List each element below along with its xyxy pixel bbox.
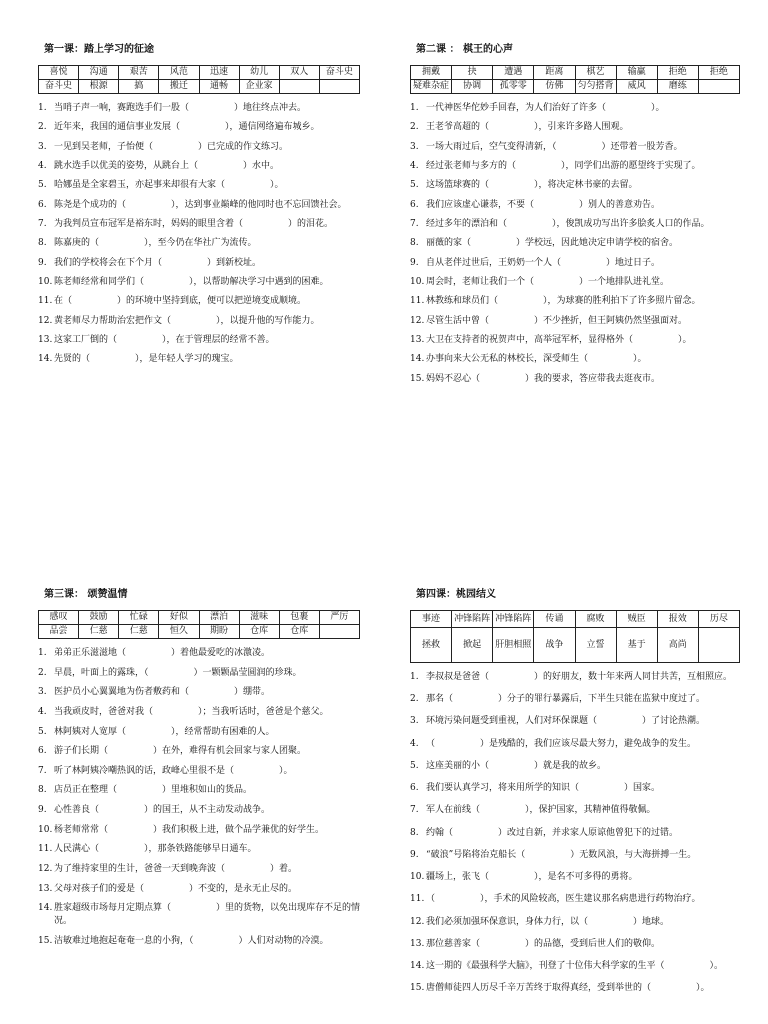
- question-item: 6. 我们应该虚心谦恭，不要（ ）别人的善意劝告。: [410, 199, 661, 210]
- question-item: 15. 唐僧师徒四人历尽千辛万苦终于取得真经，受到举世的（ ）。: [410, 983, 710, 994]
- lesson-1-word-table: [38, 65, 360, 94]
- question-item: 2. 王老爷高超的（ ），引来许多路人围观。: [410, 122, 629, 133]
- question-item: 3. 一见到吴老师，子怡便（ ）已完成的作文练习。: [38, 141, 289, 152]
- lesson-3-question-list: [38, 647, 360, 948]
- question-item: 9. 自从老伴过世后，王奶奶一个人（ ）地过日子。: [410, 257, 661, 268]
- question-item: 9. 我们的学校将会在下个月（ ）到新校址。: [38, 257, 262, 268]
- word-row: [411, 611, 740, 628]
- question-item: 10. 周会时，老师让我们一个（ ）一个地排队进礼堂。: [410, 277, 670, 288]
- lesson-2-question-list: [410, 102, 740, 386]
- question-item: 8. 丽薇的家（ ）学校远，因此她决定申请学校的宿舍。: [410, 238, 679, 249]
- word-cell: 腐败: [575, 611, 616, 628]
- question-item: 1. 李叔叔是爸爸（ ）的好朋友，数十年来两人同甘共苦，互相照应。: [410, 672, 733, 682]
- question-item: 10. 疆场上，张飞（ ），是名不可多得的勇将。: [410, 872, 638, 883]
- word-cell: 沟通: [79, 66, 119, 80]
- word-cell: 幼儿: [239, 66, 279, 80]
- word-cell: 奋斗史: [39, 80, 79, 94]
- word-cell: 迅速: [199, 66, 239, 80]
- question-item: 6. 陈尧是个成功的（ ），达到事业巅峰的他同时也不忘回馈社会。: [38, 199, 347, 210]
- word-cell: 遭遇: [493, 66, 534, 80]
- question-item: 2. 早晨，叶面上的露珠，（ ）一颗颗晶莹圆润的珍珠。: [38, 667, 302, 678]
- word-cell: 冲锋陷阵: [452, 611, 493, 628]
- word-cell: 拒绝: [657, 66, 698, 80]
- word-cell: 拯救: [411, 628, 452, 663]
- lesson-1-title: 第一课：踏上学习的征途: [44, 44, 154, 55]
- word-cell: 搞: [119, 80, 159, 94]
- question-item: 11. 林教练和球员们（ ），为球赛的胜利拍下了许多照片留念。: [410, 296, 701, 307]
- question-item: 3. 医护员小心翼翼地为伤者敷药和（ ）绷带。: [38, 687, 271, 698]
- lesson-4-word-table: [410, 610, 740, 663]
- word-cell: 艰苦: [119, 66, 159, 80]
- question-item: 12. 尽管生活中曾（ ）不少挫折，但王阿姨仍然坚强面对。: [410, 315, 688, 326]
- word-cell: 风范: [159, 66, 199, 80]
- word-cell: 感叹: [39, 611, 79, 625]
- word-cell: 品尝: [39, 625, 79, 639]
- question-item: 12. 我们必须加强环保意识，身体力行，以（ ）地球。: [410, 916, 670, 927]
- question-item: 15. 洁敏难过地抱起奄奄一息的小狗，（ ）人们对动物的冷漠。: [38, 936, 329, 947]
- word-cell: 事迹: [411, 611, 452, 628]
- question-item: 7. 军人在前线（ ），保护国家，其精神值得敬佩。: [410, 805, 656, 816]
- word-cell: 冲锋陷阵: [493, 611, 534, 628]
- question-item: 13. 这家工厂倒的（ ），在于管理层的经常不善。: [38, 335, 275, 346]
- question-item: 4. 经过张老师与多方的（ ），同学们出游的愿望终于实现了。: [410, 161, 701, 172]
- question-item: 14. 办事向来大公无私的林校长，深受师生（ ）。: [410, 354, 647, 365]
- question-item: 9. “破浪”号陷将治克船长（ ）无数风浪，与大海拼搏一生。: [410, 849, 697, 860]
- question-item: 3. 一场大雨过后，空气变得清新，（ ）还带着一股芳香。: [410, 141, 683, 152]
- question-item: 4. 跳水选手以优美的姿势，从跳台上（ ）水中。: [38, 161, 280, 172]
- word-cell: [279, 80, 319, 94]
- word-cell: 报效: [657, 611, 698, 628]
- question-item: 8. 店员正在整理（ ）里堆积如山的货品。: [38, 785, 253, 796]
- lesson-1-panel: [38, 40, 360, 373]
- word-cell: 磨练: [657, 80, 698, 94]
- question-item: 5. 哈娜虽是全家碧玉，亦起事来却很有大家（ ）。: [38, 180, 284, 191]
- word-cell: 战争: [534, 628, 575, 663]
- question-item: 7. 为我判员宣布冠军是裕东时，妈妈的眼里含着（ ）的泪花。: [38, 219, 334, 230]
- question-item: 1. 弟弟正乐滋滋地（ ）着他最爱吃的冰激凌。: [38, 648, 271, 658]
- lesson-1-question-list: [38, 102, 360, 367]
- question-item: 2. 那名（ ）分子的罪行暴露后，下半生只能在监狱中度过了。: [410, 694, 706, 705]
- lesson-2-title: 第二课 ： 棋王的心声: [416, 44, 513, 55]
- lesson-4-question-list: [410, 671, 740, 995]
- word-cell: 掀起: [452, 628, 493, 663]
- word-cell: 孤零零: [493, 80, 534, 94]
- question-item: 2. 近年来，我国的通信事业发展（ ），通信网络遍布城乡。: [38, 122, 320, 133]
- word-row: [39, 80, 360, 94]
- question-item: 5. 林阿姨对人宽厚（ ），经常帮助有困难的人。: [38, 726, 275, 737]
- word-cell: 搬迁: [159, 80, 199, 94]
- question-item: 5. 这座美丽的小（ ）就是我的故乡。: [410, 760, 607, 771]
- word-row: [411, 80, 740, 94]
- question-item: 6. 游子们长期（ ）在外，难得有机会回家与家人团聚。: [38, 746, 307, 757]
- word-cell: 立誓: [575, 628, 616, 663]
- question-item: 6. 我们要认真学习，将来用所学的知识（ ）国家。: [410, 783, 661, 794]
- word-cell: 根源: [79, 80, 119, 94]
- word-cell: 恒久: [159, 625, 199, 639]
- question-item: 15. 妈妈不忍心（ ）我的要求，答应带我去逛夜市。: [410, 373, 661, 384]
- word-cell: 喜悦: [39, 66, 79, 80]
- word-cell: 拥戴: [411, 66, 452, 80]
- word-cell: 仁慈: [119, 625, 159, 639]
- word-cell: 企业家: [239, 80, 279, 94]
- question-item: 12. 黄老师尽力帮助治宏把作文（ ），以提升他的写作能力。: [38, 315, 320, 326]
- question-item: 5. 这场篮球赛的（ ），将决定林书豪的去留。: [410, 180, 638, 191]
- question-item: 11. 人民满心（ ），那条铁路能够早日通车。: [38, 844, 257, 855]
- question-item: 11. 在（ ）的环境中坚持到底，便可以把逆境变成顺境。: [38, 296, 307, 307]
- question-item: 4. （ ）是残酷的，我们应该尽最大努力，避免战争的发生。: [410, 738, 697, 749]
- word-cell: 匀匀搭背: [575, 80, 616, 94]
- word-row: [39, 611, 360, 625]
- word-cell: 拒绝: [698, 66, 739, 80]
- lesson-4-panel: [410, 585, 740, 1005]
- word-cell: 滋味: [239, 611, 279, 625]
- question-item: 13. 父母对孩子们的爱是（ ）不变的，是永无止尽的。: [38, 883, 298, 894]
- question-item: 10. 陈老师经常和同学们（ ），以帮助解决学习中遇到的困难。: [38, 277, 329, 288]
- question-item: 13. 那位慈善家（ ）的品德，受到后世人们的敬仰。: [410, 938, 661, 949]
- question-item: 1. 一代神医华佗妙手回春，为人们治好了许多（ ）。: [410, 103, 665, 113]
- question-item: 12. 为了维持家里的生计，爸爸一天到晚奔波（ ）着。: [38, 864, 298, 875]
- question-item: 7. 听了林阿姨冷嘲热讽的话，政峰心里很不是（ ）。: [38, 765, 293, 776]
- word-cell: 双人: [279, 66, 319, 80]
- word-row: [39, 625, 360, 639]
- question-item: 14. 这一期的《最强科学大脑》，刊登了十位伟大科学家的生平（ ）。: [410, 961, 724, 972]
- word-cell: 严厉: [319, 611, 359, 625]
- word-cell: [319, 80, 359, 94]
- word-cell: 抉: [452, 66, 493, 80]
- question-item: 4. 当我顽皮时，爸爸对我（ ）；当我听话时，爸爸是个慈父。: [38, 706, 329, 717]
- question-item: 14. 胜家超级市场每月定期点算（ ）里的货物，以免出现库存不足的情况。: [38, 903, 361, 927]
- word-row: [39, 66, 360, 80]
- question-item: 8. 约翰（ ）改过自新，并求家人原谅他曾犯下的过错。: [410, 827, 679, 838]
- word-cell: 输赢: [616, 66, 657, 80]
- word-row: [411, 66, 740, 80]
- word-cell: [319, 625, 359, 639]
- question-item: 11. （ ），手术的风险较高，医生建议那名病患进行药物治疗。: [410, 894, 701, 905]
- word-cell: 包裹: [279, 611, 319, 625]
- lesson-4-title: 第四课：桃园结义: [416, 589, 496, 600]
- word-cell: 威风: [616, 80, 657, 94]
- word-cell: 期盼: [199, 625, 239, 639]
- question-item: 14. 先贤的（ ），是年轻人学习的瑰宝。: [38, 354, 239, 365]
- word-cell: 贼臣: [616, 611, 657, 628]
- lesson-3-title: 第三课： 颂赞温情: [44, 589, 128, 600]
- question-item: 9. 心性善良（ ）的国王，从不主动发动战争。: [38, 805, 271, 816]
- word-cell: 棋艺: [575, 66, 616, 80]
- word-cell: 仿佛: [534, 80, 575, 94]
- word-row: [411, 628, 740, 663]
- lesson-3-word-table: [38, 610, 360, 639]
- question-item: 3. 环境污染问题受到重视，人们对环保课题（ ）了讨论热潮。: [410, 716, 706, 727]
- word-cell: 肝胆相照: [493, 628, 534, 663]
- word-cell: 仓库: [279, 625, 319, 639]
- lesson-2-word-table: [410, 65, 740, 94]
- word-cell: 忙碌: [119, 611, 159, 625]
- question-item: 7. 经过多年的漂泊和（ ），俊凯成功写出许多脍炙人口的作品。: [410, 219, 710, 230]
- word-cell: 历尽: [698, 611, 739, 628]
- word-cell: 漂泊: [199, 611, 239, 625]
- word-cell: 仓库: [239, 625, 279, 639]
- word-cell: [698, 628, 739, 663]
- word-cell: 传诵: [534, 611, 575, 628]
- question-item: 13. 大卫在支持者的祝贺声中，高举冠军杯，显得格外（ ）。: [410, 335, 692, 346]
- word-cell: 距离: [534, 66, 575, 80]
- word-cell: 疑难杂症: [411, 80, 452, 94]
- word-cell: 鼓励: [79, 611, 119, 625]
- word-cell: 奋斗史: [319, 66, 359, 80]
- word-cell: 好似: [159, 611, 199, 625]
- word-cell: [698, 80, 739, 94]
- word-cell: 高尚: [657, 628, 698, 663]
- question-item: 1. 当哨子声一响，赛跑选手们一股（ ）地往终点冲去。: [38, 103, 307, 113]
- question-item: 10. 杨老师常常（ ）我们积极上进，做个品学兼优的好学生。: [38, 824, 325, 835]
- word-cell: 协调: [452, 80, 493, 94]
- word-cell: 通畅: [199, 80, 239, 94]
- question-item: 8. 陈嘉庚的（ ），至今仍在华社广为流传。: [38, 238, 257, 249]
- lesson-3-panel: [38, 585, 360, 955]
- word-cell: 仁慈: [79, 625, 119, 639]
- lesson-2-panel: [410, 40, 740, 392]
- word-cell: 基于: [616, 628, 657, 663]
